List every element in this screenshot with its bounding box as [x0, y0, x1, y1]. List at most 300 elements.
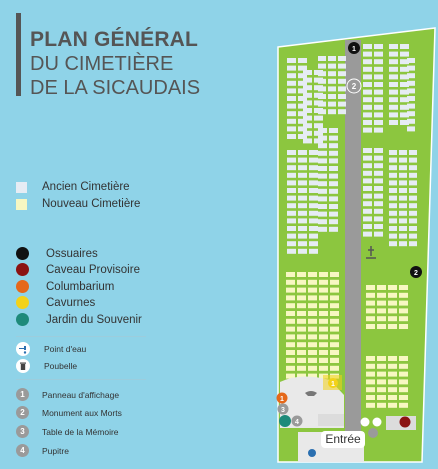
burial-plot: [319, 350, 328, 355]
burial-plot: [287, 241, 296, 246]
burial-plot: [298, 196, 307, 201]
burial-plot: [399, 324, 408, 329]
burial-plot: [363, 178, 372, 183]
burial-plot: [287, 188, 296, 193]
burial-plot: [309, 218, 318, 223]
burial-plot: [308, 334, 317, 339]
burial-plot: [377, 316, 386, 321]
burial-plot: [399, 150, 407, 155]
burial-plot: [399, 188, 407, 193]
burial-plot: [388, 356, 397, 361]
burial-plot: [388, 387, 397, 392]
burial-plot: [329, 227, 338, 232]
legend-label: Panneau d'affichage: [42, 389, 120, 400]
burial-plot: [374, 148, 383, 153]
burial-plot: [338, 94, 346, 99]
burial-plot: [309, 234, 318, 239]
burial-plot: [328, 86, 336, 91]
burial-plot: [287, 211, 296, 216]
burial-plot: [389, 97, 398, 102]
legend-label: Ancien Cimetière: [42, 181, 130, 193]
burial-plot: [298, 165, 307, 170]
burial-plot: [318, 64, 326, 69]
burial-plot: [309, 249, 318, 254]
burial-plot: [374, 82, 383, 87]
burial-plot: [363, 148, 372, 153]
burial-plot: [388, 285, 397, 290]
burial-plot: [389, 241, 397, 246]
burial-plot: [308, 288, 317, 293]
burial-plot: [409, 180, 417, 185]
burial-plot: [377, 356, 386, 361]
burial-plot: [363, 224, 372, 229]
burial-plot: [287, 226, 296, 231]
burial-plot: [297, 334, 306, 339]
burial-plot: [399, 301, 408, 306]
burial-plot: [297, 350, 306, 355]
burial-plot: [319, 366, 328, 371]
legend-label: Jardin du Souvenir: [46, 313, 142, 326]
burial-plot: [319, 342, 328, 347]
burial-plot: [309, 150, 318, 155]
burial-plot: [389, 90, 398, 95]
burial-plot: [374, 67, 383, 72]
burial-plot: [409, 196, 417, 201]
burial-plot: [363, 44, 372, 49]
burial-plot: [319, 319, 328, 324]
burial-plot: [399, 211, 407, 216]
burial-plot: [389, 158, 397, 163]
burial-plot: [389, 180, 397, 185]
burial-plot: [328, 56, 336, 61]
legend-label: Ossuaires: [46, 247, 98, 260]
burial-plot: [330, 311, 339, 316]
burial-plot: [399, 379, 408, 384]
burial-plot: [366, 301, 375, 306]
burial-plot: [330, 366, 339, 371]
burial-plot: [409, 203, 417, 208]
burial-plot: [374, 59, 383, 64]
burial-plot: [318, 56, 326, 61]
burial-plot: [328, 94, 336, 99]
burial-plot: [287, 73, 296, 78]
burial-plot: [303, 138, 312, 143]
burial-plot: [389, 74, 398, 79]
monument-marker-num: 2: [351, 82, 357, 91]
burial-plot: [318, 219, 327, 224]
burial-plot: [363, 171, 372, 176]
burial-plot: [388, 308, 397, 313]
burial-plot: [388, 324, 397, 329]
burial-plot: [389, 52, 398, 57]
burial-plot: [409, 241, 417, 246]
burial-plot: [389, 211, 397, 216]
burial-plot: [374, 97, 383, 102]
burial-plot: [318, 212, 327, 217]
burial-plot: [363, 232, 372, 237]
burial-plot: [319, 358, 328, 363]
burial-plot: [287, 234, 296, 239]
burial-plot: [298, 218, 307, 223]
burial-plot: [374, 163, 383, 168]
burial-plot: [328, 109, 336, 114]
burial-plot: [363, 128, 372, 133]
burial-plot: [318, 102, 326, 107]
burial-plot: [330, 334, 339, 339]
burial-plot: [389, 226, 397, 231]
burial-plot: [287, 173, 296, 178]
burial-plot: [303, 85, 312, 90]
burial-plot: [366, 403, 375, 408]
burial-plot: [409, 234, 417, 239]
burial-plot: [297, 327, 306, 332]
burial-plot: [329, 158, 338, 163]
burial-plot: [377, 395, 386, 400]
burial-plot: [409, 211, 417, 216]
burial-plot: [388, 379, 397, 384]
burial-plot: [388, 316, 397, 321]
burial-plot: [297, 272, 306, 277]
burial-plot: [409, 150, 417, 155]
burial-plot: [338, 64, 346, 69]
burial-plot: [399, 180, 407, 185]
water-tap-icon: [361, 418, 370, 427]
burial-plot: [330, 350, 339, 355]
burial-plot: [374, 52, 383, 57]
burial-plot: [286, 303, 295, 308]
burial-plot: [297, 342, 306, 347]
burial-plot: [329, 204, 338, 209]
burial-plot: [377, 372, 386, 377]
burial-plot: [287, 119, 296, 124]
burial-plot: [297, 319, 306, 324]
burial-plot: [309, 196, 318, 201]
burial-plot: [318, 86, 326, 91]
burial-plot: [399, 387, 408, 392]
cavurne-marker-num: 1: [331, 381, 335, 388]
burial-plot: [328, 64, 336, 69]
burial-plot: [318, 109, 326, 114]
burial-plot: [298, 158, 307, 163]
burial-plot: [399, 293, 408, 298]
burial-plot: [399, 364, 408, 369]
burial-plot: [318, 79, 326, 84]
burial-plot: [328, 71, 336, 76]
burial-plot: [309, 173, 318, 178]
burial-plot: [330, 319, 339, 324]
burial-plot: [319, 272, 328, 277]
burial-plot: [286, 342, 295, 347]
burial-plot: [374, 44, 383, 49]
burial-plot: [377, 364, 386, 369]
burial-plot: [363, 52, 372, 57]
burial-plot: [318, 136, 327, 141]
panneau-marker-num: 1: [280, 396, 284, 403]
burial-plot: [318, 166, 327, 171]
burial-plot: [409, 165, 417, 170]
burial-plot: [399, 196, 407, 201]
burial-plot: [374, 90, 383, 95]
burial-plot: [407, 66, 415, 71]
burial-plot: [366, 356, 375, 361]
burial-plot: [338, 56, 346, 61]
burial-plot: [309, 188, 318, 193]
burial-plot: [330, 288, 339, 293]
burial-plot: [287, 81, 296, 86]
burial-plot: [308, 280, 317, 285]
burial-plot: [286, 327, 295, 332]
burial-plot: [389, 82, 398, 87]
burial-plot: [377, 285, 386, 290]
burial-plot: [318, 227, 327, 232]
burial-plot: [338, 71, 346, 76]
burial-plot: [374, 171, 383, 176]
burial-plot: [388, 301, 397, 306]
title-line-3: DE LA SICAUDAIS: [30, 77, 201, 99]
burial-plot: [329, 143, 338, 148]
burial-plot: [318, 204, 327, 209]
burial-plot: [318, 189, 327, 194]
burial-plot: [318, 174, 327, 179]
burial-plot: [389, 196, 397, 201]
burial-plot: [374, 201, 383, 206]
burial-plot: [409, 226, 417, 231]
burial-plot: [314, 123, 323, 128]
burial-plot: [399, 173, 407, 178]
number-badge: 1: [16, 388, 29, 401]
burial-plot: [338, 102, 346, 107]
burial-plot: [374, 105, 383, 110]
burial-plot: [363, 97, 372, 102]
burial-plot: [319, 295, 328, 300]
burial-plot: [309, 226, 318, 231]
burial-plot: [319, 280, 328, 285]
burial-plot: [389, 105, 398, 110]
burial-plot: [366, 285, 375, 290]
legend-label: Point d'eau: [44, 344, 87, 354]
burial-plot: [338, 86, 346, 91]
burial-plot: [409, 218, 417, 223]
burial-plot: [399, 234, 407, 239]
burial-plot: [298, 150, 307, 155]
burial-plot: [399, 203, 407, 208]
burial-plot: [366, 308, 375, 313]
title-line-1: PLAN GÉNÉRAL: [30, 28, 199, 51]
burial-plot: [297, 288, 306, 293]
burial-plot: [407, 73, 415, 78]
burial-plot: [308, 342, 317, 347]
paved-area: [318, 414, 344, 426]
parking-icon: [308, 449, 316, 457]
burial-plot: [328, 79, 336, 84]
burial-plot: [286, 319, 295, 324]
burial-plot: [286, 288, 295, 293]
burial-plot: [399, 356, 408, 361]
burial-plot: [409, 158, 417, 163]
number-badge: 3: [16, 425, 29, 438]
burial-plot: [319, 311, 328, 316]
legend-label: Poubelle: [44, 361, 78, 371]
burial-plot: [287, 150, 296, 155]
burial-plot: [374, 232, 383, 237]
burial-plot: [318, 181, 327, 186]
central-alley: [345, 40, 361, 435]
burial-plot: [287, 249, 296, 254]
burial-plot: [318, 143, 327, 148]
burial-plot: [318, 94, 326, 99]
burial-plot: [318, 158, 327, 163]
burial-plot: [330, 327, 339, 332]
ossuaire-marker-2-num: 2: [414, 270, 418, 277]
burial-plot: [374, 156, 383, 161]
burial-plot: [389, 44, 398, 49]
burial-plot: [287, 203, 296, 208]
burial-plot: [399, 308, 408, 313]
burial-plot: [329, 219, 338, 224]
burial-plot: [308, 319, 317, 324]
burial-plot: [363, 194, 372, 199]
burial-plot: [366, 372, 375, 377]
burial-plot: [407, 126, 415, 131]
burial-plot: [303, 108, 312, 113]
burial-plot: [303, 123, 312, 128]
burial-plot: [377, 308, 386, 313]
burial-plot: [328, 102, 336, 107]
burial-plot: [366, 364, 375, 369]
burial-plot: [329, 212, 338, 217]
burial-plot: [374, 178, 383, 183]
burial-plot: [309, 203, 318, 208]
burial-plot: [287, 104, 296, 109]
burial-plot: [286, 311, 295, 316]
burial-plot: [308, 327, 317, 332]
burial-plot: [399, 218, 407, 223]
burial-plot: [308, 295, 317, 300]
burial-plot: [377, 387, 386, 392]
burial-plot: [363, 82, 372, 87]
burial-plot: [389, 112, 398, 117]
burial-plot: [287, 126, 296, 131]
burial-plot: [400, 44, 409, 49]
burial-plot: [363, 105, 372, 110]
burial-plot: [286, 334, 295, 339]
burial-plot: [374, 120, 383, 125]
burial-plot: [329, 189, 338, 194]
burial-plot: [297, 366, 306, 371]
burial-plot: [377, 293, 386, 298]
burial-plot: [287, 66, 296, 71]
burial-plot: [303, 100, 312, 105]
burial-plot: [298, 66, 307, 71]
burial-plot: [363, 201, 372, 206]
burial-plot: [297, 311, 306, 316]
burial-plot: [298, 241, 307, 246]
burial-plot: [286, 272, 295, 277]
burial-plot: [363, 156, 372, 161]
burial-plot: [297, 358, 306, 363]
burial-plot: [366, 387, 375, 392]
burial-plot: [318, 196, 327, 201]
burial-plot: [389, 59, 398, 64]
burial-plot: [297, 280, 306, 285]
burial-plot: [309, 180, 318, 185]
burial-plot: [330, 303, 339, 308]
burial-plot: [318, 128, 327, 133]
burial-plot: [374, 224, 383, 229]
burial-plot: [286, 280, 295, 285]
burial-plot: [286, 366, 295, 371]
burial-plot: [377, 403, 386, 408]
burial-plot: [329, 136, 338, 141]
burial-plot: [330, 272, 339, 277]
legend-label: Pupitre: [42, 445, 69, 456]
burial-plot: [330, 358, 339, 363]
burial-plot: [329, 151, 338, 156]
burial-plot: [363, 163, 372, 168]
burial-plot: [389, 150, 397, 155]
burial-plot: [318, 71, 326, 76]
burial-plot: [363, 74, 372, 79]
burial-plot: [308, 311, 317, 316]
burial-plot: [366, 379, 375, 384]
burial-plot: [298, 226, 307, 231]
burial-plot: [374, 112, 383, 117]
burial-plot: [303, 131, 312, 136]
burial-plot: [330, 280, 339, 285]
burial-plot: [287, 134, 296, 139]
burial-plot: [287, 180, 296, 185]
burial-plot: [388, 293, 397, 298]
burial-plot: [303, 93, 312, 98]
burial-plot: [329, 181, 338, 186]
burial-plot: [318, 151, 327, 156]
pupitre-marker-num: 4: [295, 419, 299, 426]
burial-plot: [314, 116, 323, 121]
number-badge: 4: [16, 444, 29, 457]
burial-plot: [409, 188, 417, 193]
ossuaire-marker-1-num: 1: [352, 46, 356, 53]
burial-plot: [389, 203, 397, 208]
burial-plot: [409, 173, 417, 178]
title-line-2: DU CIMETIÈRE: [30, 53, 174, 75]
burial-plot: [374, 216, 383, 221]
burial-plot: [329, 196, 338, 201]
burial-plot: [287, 196, 296, 201]
burial-plot: [330, 342, 339, 347]
burial-plot: [309, 165, 318, 170]
burial-plot: [399, 158, 407, 163]
burial-plot: [298, 173, 307, 178]
burial-plot: [298, 211, 307, 216]
legend-label: Monument aux Morts: [42, 407, 122, 418]
burial-plot: [399, 316, 408, 321]
legend-label: Cavurnes: [46, 296, 96, 309]
burial-plot: [298, 249, 307, 254]
burial-plot: [407, 88, 415, 93]
burial-plot: [287, 165, 296, 170]
burial-plot: [399, 372, 408, 377]
burial-plot: [374, 209, 383, 214]
trash-bin-icon: [373, 418, 382, 427]
burial-plot: [329, 166, 338, 171]
burial-plot: [319, 334, 328, 339]
burial-plot: [308, 272, 317, 277]
entrance-label: Entrée: [321, 431, 365, 448]
legend-label: Columbarium: [46, 280, 115, 293]
burial-plot: [388, 403, 397, 408]
burial-plot: [329, 174, 338, 179]
burial-plot: [407, 81, 415, 86]
